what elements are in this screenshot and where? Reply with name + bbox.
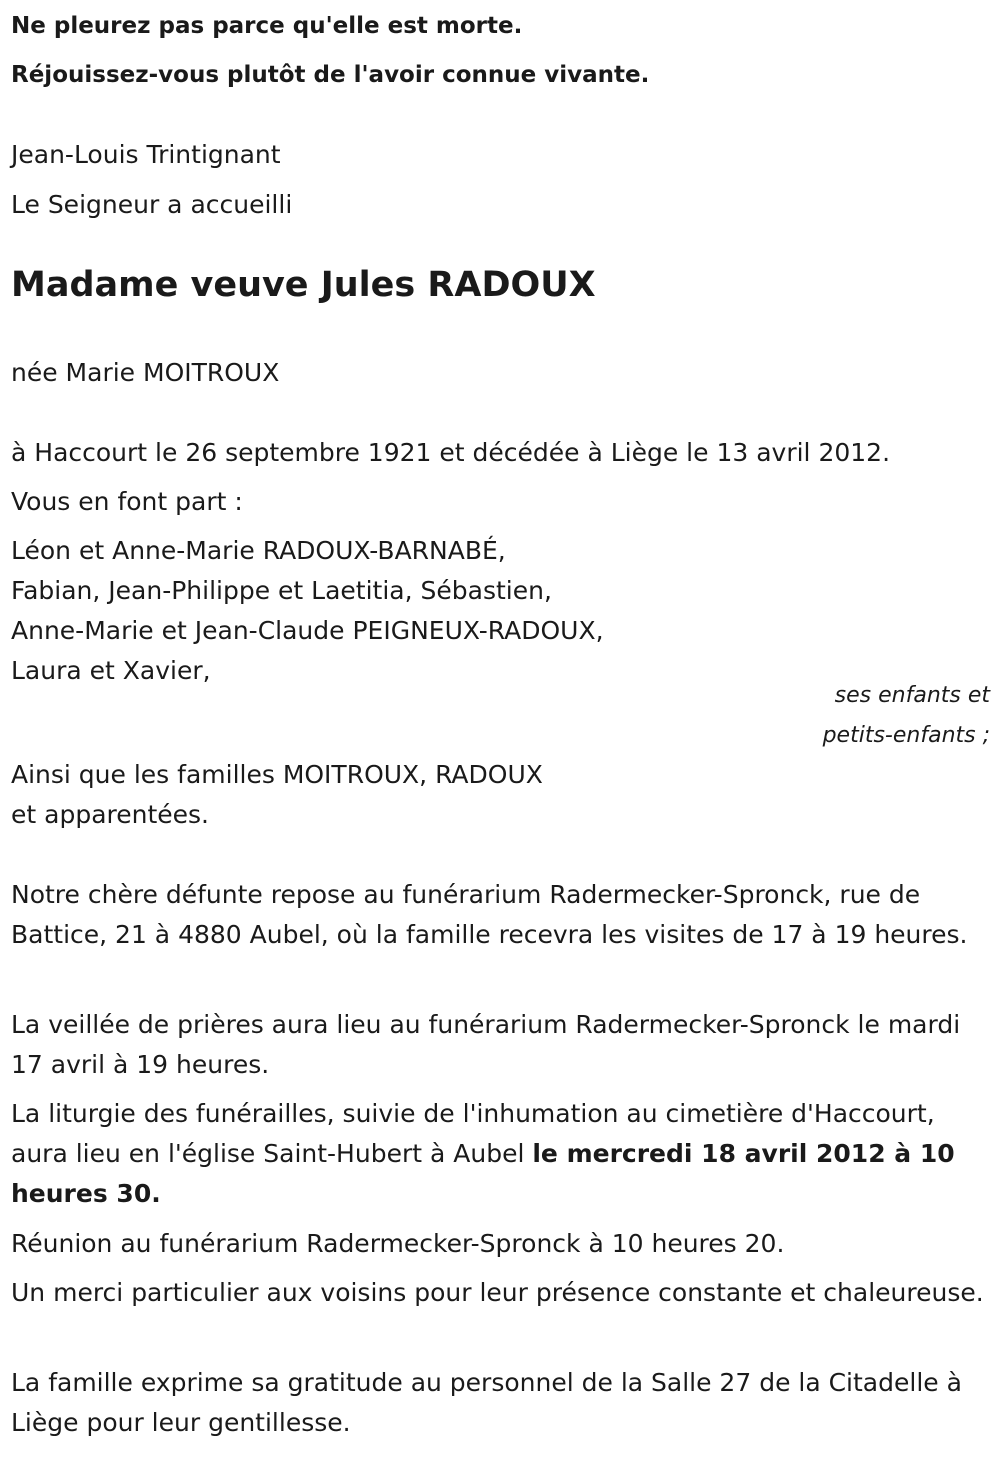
repose-paragraph: Notre chère défunte repose au funérarium Radermecker-Spronck, rue de Battice, 21 à 4880 Aubel, où la famille recevra les visites de 17 à 19 heures.	[11, 880, 968, 949]
epigraph-author: Jean-Louis Trintignant	[11, 140, 281, 169]
family-line: Laura et Xavier,	[11, 656, 211, 685]
relatives-line-2: et apparentées.	[11, 800, 209, 829]
veillee-paragraph: La veillée de prières aura lieu au funérarium Radermecker-Spronck le mardi 17 avril à 19 heures.	[11, 1010, 961, 1079]
reunion-paragraph: Réunion au funérarium Radermecker-Spronck à 10 heures 20.	[11, 1229, 785, 1258]
liturgie-text: La liturgie des funérailles, suivie de l'inhumation au cimetière d'Haccourt, aura lieu en l'église Saint-Hubert à Aubel	[11, 1099, 935, 1168]
relatives-line-1: Ainsi que les familles MOITROUX, RADOUX	[11, 760, 543, 789]
gratitude-paragraph: La famille exprime sa gratitude au personnel de la Salle 27 de la Citadelle à Liège pour leur gentillesse.	[11, 1368, 962, 1437]
liturgie-date-time: le mercredi 18 avril 2012 à 10 heures 30.	[11, 1139, 955, 1208]
announce-text: Vous en font part :	[11, 487, 243, 516]
family-line: Anne-Marie et Jean-Claude PEIGNEUX-RADOUX,	[11, 616, 604, 645]
family-role-line-1: ses enfants et	[834, 683, 990, 708]
maiden-name: née Marie MOITROUX	[11, 358, 280, 387]
family-role-line-2: petits-enfants ;	[822, 723, 990, 748]
epigraph-line-1: Ne pleurez pas parce qu'elle est morte.	[11, 13, 523, 39]
merci-paragraph: Un merci particulier aux voisins pour leur présence constante et chaleureuse.	[11, 1278, 984, 1307]
birth-death-dates: à Haccourt le 26 septembre 1921 et décédée à Liège le 13 avril 2012.	[11, 438, 891, 467]
family-line: Fabian, Jean-Philippe et Laetitia, Sébastien,	[11, 576, 552, 605]
family-line: Léon et Anne-Marie RADOUX-BARNABÉ,	[11, 536, 506, 565]
liturgie-paragraph	[11, 1094, 990, 1214]
epigraph-line-2: Réjouissez-vous plutôt de l'avoir connue vivante.	[11, 62, 650, 88]
intro-text: Le Seigneur a accueilli	[11, 190, 293, 219]
deceased-name: Madame veuve Jules RADOUX	[11, 265, 596, 305]
